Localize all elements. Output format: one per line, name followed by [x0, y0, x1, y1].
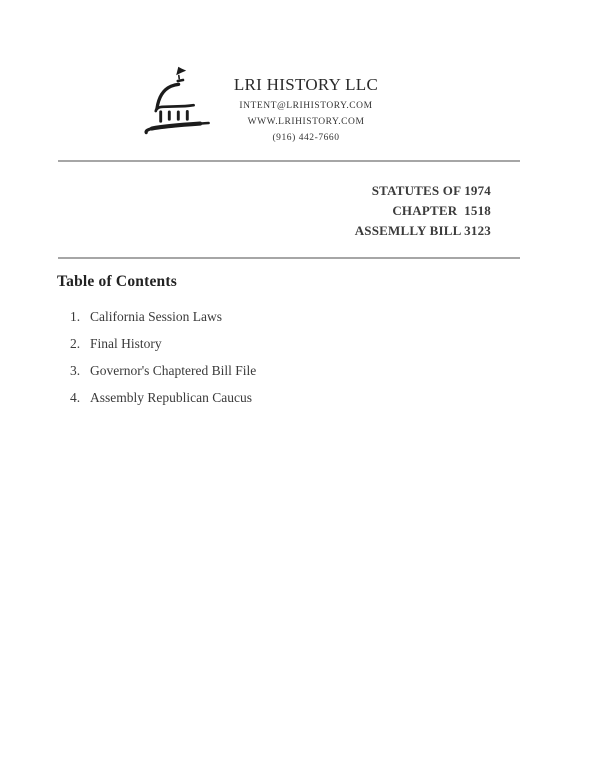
bill-identification [240, 181, 491, 241]
website-url: WWW.LRIHISTORY.COM [247, 117, 365, 127]
email-address: INTENT@LRIHISTORY.COM [239, 101, 373, 111]
toc-item-number: 2. [70, 335, 81, 351]
toc-item [70, 384, 490, 411]
toc-item [70, 357, 490, 384]
toc-title: Table of Contents [57, 273, 177, 290]
toc-item-number: 4. [70, 389, 81, 405]
toc-item-label: Final History [90, 335, 162, 351]
toc-item-label: Assembly Republican Caucus [90, 389, 252, 405]
toc-item [70, 330, 490, 357]
company-name: LRI HISTORY LLC [233, 75, 379, 94]
chapter-line: CHAPTER 1518 [392, 203, 491, 218]
logo-flag [176, 67, 186, 75]
assembly-bill-line: ASSEMLLY BILL 3123 [354, 223, 491, 238]
divider-bottom [58, 257, 520, 259]
toc-item [70, 303, 490, 330]
statutes-year-line: STATUTES OF 1974 [371, 183, 491, 198]
toc-item-number: 1. [70, 308, 81, 324]
letterhead [225, 75, 387, 146]
divider-top [58, 160, 520, 162]
toc-list [70, 303, 490, 411]
toc-item-label: California Session Laws [90, 308, 222, 324]
phone-number: (916) 442-7660 [272, 133, 340, 143]
toc-item-label: Governor's Chaptered Bill File [90, 362, 257, 378]
capitol-dome-logo-icon [138, 60, 222, 144]
toc-item-number: 3. [70, 362, 81, 378]
